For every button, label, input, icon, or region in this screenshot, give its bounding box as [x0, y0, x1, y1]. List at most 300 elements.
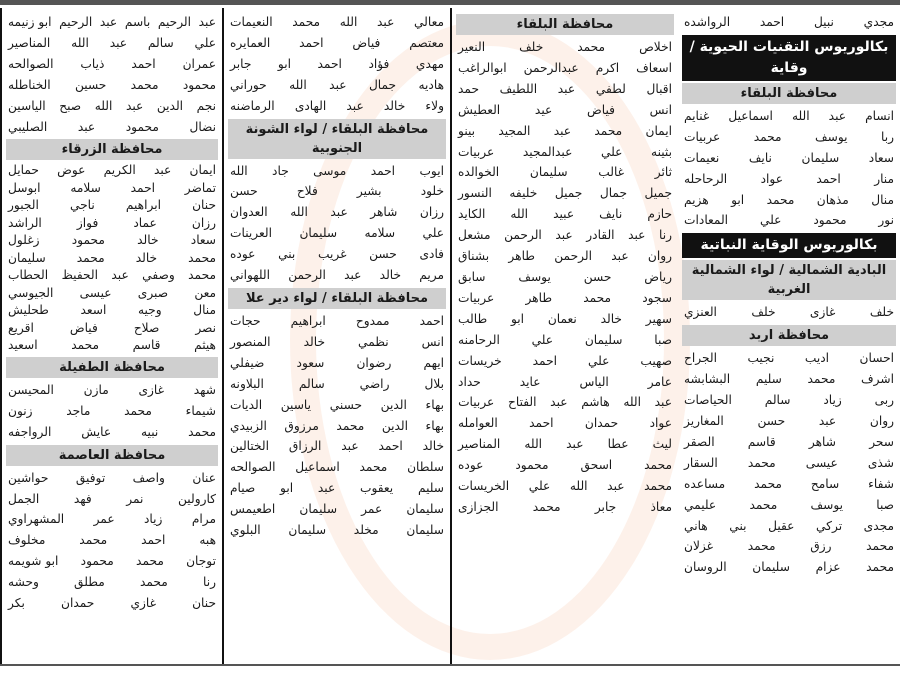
name-part: بشير: [356, 184, 382, 199]
name-part: عوده: [230, 247, 256, 262]
section-header-governorate: محافظة البلقاء: [682, 83, 896, 104]
section-header-governorate: محافظة البلقاء: [456, 14, 674, 35]
name-list: [6, 12, 218, 137]
name-part: بشناق: [458, 249, 490, 264]
name-part: عبد: [654, 395, 672, 410]
name-part: جمال: [368, 77, 397, 92]
name-part: غزلان: [684, 539, 714, 554]
name-part: ابو: [280, 481, 294, 496]
name-list: [682, 302, 896, 323]
name-part: محمد: [644, 458, 672, 473]
name-part: الرحيم: [59, 15, 93, 29]
name-part: المشهراوي: [8, 512, 65, 527]
name-part: واصف: [132, 470, 165, 485]
name-part: احمد: [317, 56, 342, 71]
name-part: محمد: [753, 129, 782, 144]
name-list: [6, 380, 218, 443]
name-part: عبد: [77, 119, 96, 134]
name-part: مساعده: [684, 476, 726, 491]
name-part: غالب: [598, 165, 625, 180]
list-item: [6, 302, 218, 320]
name-part: وصفي: [142, 268, 175, 283]
name-part: قاسم: [747, 434, 776, 449]
name-part: احمد: [816, 171, 841, 186]
name-part: محمد: [139, 575, 168, 590]
name-part: نبيل: [813, 15, 834, 29]
name-part: فياض: [352, 35, 381, 50]
list-item: [6, 162, 218, 180]
name-part: محمد: [188, 424, 216, 439]
name-part: البشابشه: [684, 372, 731, 387]
name-part: ابو: [277, 56, 291, 71]
name-part: زياد: [823, 393, 842, 408]
name-part: وجيه: [137, 303, 162, 318]
list-item: [682, 190, 896, 211]
name-part: محمد: [79, 533, 108, 548]
name-part: بثينه: [651, 144, 672, 159]
list-item: [682, 210, 896, 231]
name-part: ناجي: [69, 198, 95, 213]
name-part: احمد: [131, 56, 156, 71]
list-item: [682, 369, 896, 390]
name-part: نجم: [196, 98, 216, 113]
name-part: جابر: [230, 56, 252, 71]
name-list: [228, 12, 446, 117]
name-part: اسعد: [80, 303, 107, 318]
name-part: ايوب: [419, 163, 444, 178]
name-part: احمد: [419, 313, 444, 328]
name-part: سليمان: [752, 560, 790, 575]
list-item: [228, 33, 446, 54]
name-part: غازى: [809, 305, 836, 320]
name-part: باسم: [124, 15, 151, 29]
name-part: احمد: [532, 353, 558, 368]
name-part: عيسى: [805, 455, 838, 470]
name-part: محمود: [515, 458, 549, 473]
name-list: [682, 106, 896, 231]
list-item: [456, 142, 674, 163]
name-part: المعادات: [684, 213, 729, 228]
name-part: بني: [278, 247, 296, 262]
name-part: نظمي: [358, 334, 389, 349]
name-part: سليم: [417, 481, 444, 496]
name-part: عليمي: [684, 497, 717, 512]
name-part: علي: [194, 35, 216, 50]
name-part: المناصير: [458, 437, 501, 452]
name-part: الله: [71, 35, 89, 50]
list-item: [456, 121, 674, 142]
name-part: محمد: [866, 539, 894, 554]
list-item: [682, 12, 896, 33]
name-part: صهيب: [640, 353, 672, 368]
name-part: حمدان: [61, 596, 95, 611]
column-1: [678, 8, 900, 664]
name-part: محمد: [76, 250, 105, 265]
name-part: الرواجفه: [8, 424, 52, 439]
list-item: [228, 244, 446, 265]
name-part: ربى: [874, 393, 894, 408]
list-item: [6, 422, 218, 443]
name-part: سابق: [458, 269, 486, 284]
name-part: عبد: [341, 439, 359, 454]
name-part: مريم: [419, 268, 444, 283]
name-part: الفتاح: [507, 395, 537, 410]
name-part: سليم: [755, 372, 782, 387]
name-part: عمر: [361, 502, 383, 517]
name-part: طاهر: [525, 290, 553, 305]
name-part: حداد: [458, 374, 481, 389]
name-part: يوسف: [518, 269, 551, 284]
name-part: شهد: [193, 382, 216, 397]
name-part: ايهم: [423, 355, 444, 370]
list-item: [6, 180, 218, 198]
name-part: غنايم: [684, 108, 710, 123]
name-part: عبد: [818, 413, 837, 428]
name-part: الله: [339, 15, 358, 29]
name-part: عربيات: [684, 129, 721, 144]
list-item: [228, 54, 446, 75]
name-part: عبد: [553, 123, 572, 138]
name-part: نعيمات: [684, 150, 720, 165]
name-part: ايمان: [189, 163, 216, 178]
name-part: علي: [587, 353, 610, 368]
name-list: [6, 162, 218, 355]
list-item: [456, 330, 674, 351]
name-part: عبد: [317, 481, 336, 496]
name-part: نصر: [195, 320, 216, 335]
name-part: نايف: [599, 207, 623, 222]
name-part: الرحيم: [157, 15, 192, 29]
name-part: عبد: [153, 163, 172, 178]
name-part: محمد: [71, 338, 100, 353]
column-3: [222, 8, 450, 664]
list-item: [228, 223, 446, 244]
name-part: فياض: [587, 102, 615, 117]
list-item: [228, 416, 446, 437]
name-part: محمد: [583, 290, 612, 305]
name-part: محمد: [577, 40, 606, 54]
name-part: توجان: [186, 554, 216, 569]
name-part: الرواشده: [684, 15, 731, 29]
name-part: عبد: [607, 479, 625, 494]
name-part: خالد: [383, 98, 406, 113]
name-part: المناصير: [8, 35, 51, 50]
name-part: نبيه: [141, 424, 159, 439]
name-part: رنا: [659, 228, 672, 243]
list-item: [456, 288, 674, 309]
name-part: سلطان: [407, 460, 444, 475]
name-part: الهادى: [294, 98, 327, 113]
name-part: عامر: [647, 374, 672, 389]
list-item: [456, 58, 674, 79]
name-part: سلامه: [70, 180, 101, 195]
list-item: [456, 351, 674, 372]
name-part: روان: [647, 249, 672, 264]
name-part: عبد: [111, 268, 129, 283]
name-part: اسماعيل: [295, 460, 340, 475]
name-part: سالم: [147, 35, 174, 50]
name-part: عواد: [760, 171, 783, 186]
list-item: [6, 267, 218, 285]
name-part: عنان: [192, 470, 216, 485]
name-part: محمد: [532, 499, 561, 514]
list-item: [456, 497, 674, 518]
list-item: [6, 337, 218, 355]
name-part: العوامله: [458, 416, 498, 431]
name-part: محمد: [754, 476, 782, 491]
name-part: الله: [290, 205, 308, 220]
name-part: المجيد: [498, 123, 531, 138]
name-part: خالد: [137, 233, 159, 248]
name-part: حازم: [647, 207, 672, 222]
name-part: محمود: [71, 233, 105, 248]
name-part: الله: [94, 98, 113, 113]
name-part: منار: [874, 171, 894, 186]
name-part: سعود: [296, 355, 325, 370]
name-part: ولاء: [425, 98, 444, 113]
name-part: اطعيمس: [230, 502, 276, 517]
name-part: خلود: [420, 184, 444, 199]
column-2: [450, 8, 678, 664]
name-part: غازي: [130, 596, 156, 611]
name-part: خالد: [303, 334, 325, 349]
name-part: الله: [289, 77, 307, 92]
name-part: اشرف: [861, 372, 894, 387]
name-part: خلف: [751, 305, 776, 320]
name-part: منال: [193, 303, 216, 318]
name-part: الدين: [381, 418, 408, 433]
list-item: [6, 285, 218, 303]
name-part: تماضر: [184, 180, 216, 195]
name-part: فهد: [73, 491, 92, 506]
name-part: الصليبي: [8, 119, 48, 134]
name-part: زغلول: [8, 233, 40, 248]
name-part: الختالين: [230, 439, 270, 454]
list-item: [6, 320, 218, 338]
list-item: [228, 478, 446, 499]
list-item: [682, 536, 896, 557]
name-part: عطا: [607, 437, 629, 452]
name-part: محمد: [747, 539, 776, 554]
name-part: عبد: [125, 98, 144, 113]
name-part: حسن: [757, 413, 786, 428]
name-part: سعاد: [868, 150, 894, 165]
top-rule: [0, 0, 900, 5]
name-part: عبدالمجيد: [522, 144, 573, 159]
name-part: غازى: [138, 382, 164, 397]
name-part: مشعل: [458, 228, 491, 243]
name-part: علي: [600, 144, 623, 159]
name-part: ابو: [510, 311, 525, 326]
name-part: توفيق: [75, 470, 106, 485]
name-part: العنزي: [684, 305, 717, 320]
name-part: الرحمن: [504, 228, 542, 243]
name-part: ابوسل: [8, 180, 41, 195]
name-part: ابو: [731, 192, 745, 207]
name-part: محمد: [807, 372, 836, 387]
list-item: [228, 181, 446, 202]
name-part: حمد: [458, 81, 479, 96]
name-part: بهاء: [425, 397, 444, 412]
name-part: عبد: [611, 249, 629, 264]
name-part: الراشد: [8, 215, 42, 230]
name-part: اديب: [804, 351, 830, 366]
name-part: تركي: [816, 518, 843, 533]
name-part: شيماء: [185, 403, 216, 418]
name-part: مطلق: [74, 575, 105, 590]
list-item: [456, 476, 674, 497]
name-part: علي: [531, 332, 554, 347]
list-item: [456, 162, 674, 183]
name-part: عزام: [815, 560, 841, 575]
name-part: سعاد: [190, 233, 216, 248]
section-header-governorate: محافظة اربد: [682, 325, 896, 346]
name-part: شاهر: [370, 205, 398, 220]
name-part: الله: [569, 479, 588, 494]
name-part: عبد: [329, 77, 347, 92]
name-part: الزبيدي: [230, 418, 267, 433]
newspaper-page: [0, 8, 900, 664]
list-item: [228, 75, 446, 96]
name-part: عواد: [649, 416, 672, 431]
name-part: غريب: [317, 247, 347, 262]
list-item: [228, 457, 446, 478]
name-part: اقريع: [8, 320, 34, 335]
name-part: هاشم: [581, 395, 610, 410]
name-part: سليمان: [529, 165, 568, 180]
name-part: محمد: [292, 15, 321, 29]
name-part: يعقوب: [359, 481, 394, 496]
name-part: سليمان: [406, 523, 444, 538]
name-part: حوراني: [230, 77, 267, 92]
list-item: [682, 432, 896, 453]
name-list: [228, 311, 446, 541]
name-part: حجات: [230, 313, 261, 328]
name-part: المنصور: [230, 334, 271, 349]
name-part: حنان: [192, 596, 216, 611]
name-part: احمد: [370, 163, 396, 178]
list-item: [6, 401, 218, 422]
name-part: الياس: [579, 374, 609, 389]
name-part: الله: [230, 163, 248, 178]
name-part: سجود: [642, 290, 672, 305]
name-part: نعمان: [547, 311, 577, 326]
name-part: نايف: [748, 150, 772, 165]
name-part: محمد: [749, 497, 778, 512]
name-list: [682, 12, 896, 33]
name-part: عربيات: [458, 144, 495, 159]
list-item: [456, 455, 674, 476]
name-part: النسور: [458, 186, 492, 201]
name-part: رياض: [644, 269, 672, 284]
list-item: [682, 474, 896, 495]
name-part: البلوي: [230, 523, 261, 538]
bottom-rule: [0, 664, 900, 666]
name-part: حسن: [369, 247, 397, 262]
name-part: نور: [878, 213, 894, 228]
list-item: [6, 250, 218, 268]
name-part: حسن: [583, 269, 612, 284]
name-part: مذهان: [816, 192, 849, 207]
name-part: خالد: [379, 268, 402, 283]
list-item: [6, 96, 218, 117]
list-item: [682, 348, 896, 369]
name-part: احمد: [378, 439, 403, 454]
list-item: [456, 37, 674, 58]
name-part: سليمان: [584, 332, 623, 347]
name-part: زنون: [8, 403, 33, 418]
list-item: [228, 311, 446, 332]
name-part: ابراهيم: [125, 198, 161, 213]
name-part: عيسى: [79, 285, 112, 300]
list-item: [682, 390, 896, 411]
name-part: شذى: [867, 455, 894, 470]
name-part: اكرم: [595, 60, 620, 75]
name-part: عقيل: [768, 518, 795, 533]
section-header-governorate: محافظة الطفيلة: [6, 357, 218, 378]
name-part: الديات: [230, 397, 263, 412]
name-part: الدين: [380, 397, 407, 412]
name-part: حنان: [192, 198, 216, 213]
name-part: عبد: [550, 395, 568, 410]
section-header-governorate: البادية الشمالية / لواء الشمالية الغربية: [682, 260, 896, 300]
name-part: النعير: [458, 40, 486, 54]
list-item: [456, 204, 674, 225]
name-part: صبا: [654, 332, 672, 347]
list-item: [228, 96, 446, 117]
name-part: خليفه: [509, 186, 538, 201]
list-item: [228, 499, 446, 520]
name-part: محمد: [747, 455, 776, 470]
name-part: موسى: [313, 163, 347, 178]
name-part: الحياصات: [684, 393, 732, 408]
name-part: عبد: [109, 35, 128, 50]
name-part: محمود: [80, 554, 114, 569]
list-item: [682, 302, 896, 323]
name-part: محمد: [594, 123, 623, 138]
list-item: [228, 265, 446, 286]
name-part: اسماعيل: [728, 108, 773, 123]
name-part: العرينات: [230, 226, 272, 241]
name-part: سحر: [869, 434, 894, 449]
list-item: [228, 395, 446, 416]
name-part: الله: [524, 437, 543, 452]
name-part: مرزوق: [284, 418, 319, 433]
name-part: عبد: [330, 205, 348, 220]
name-part: اسعيد: [8, 338, 38, 353]
name-part: صبح: [59, 98, 82, 113]
name-part: رزق: [810, 539, 832, 554]
name-part: الخريسات: [458, 479, 510, 494]
name-part: العدوان: [230, 205, 268, 220]
list-item: [228, 353, 446, 374]
list-item: [228, 374, 446, 395]
name-part: حمايل: [8, 163, 39, 178]
name-list: [456, 37, 674, 518]
name-part: سهير: [645, 311, 672, 326]
name-part: احمد: [529, 416, 554, 431]
name-part: خلف: [869, 305, 894, 320]
name-part: الصوالحه: [230, 460, 276, 475]
name-part: اسعاف: [636, 60, 672, 75]
name-list: [228, 161, 446, 286]
name-part: الرزاق: [288, 439, 322, 454]
name-part: الرحاحله: [684, 171, 728, 186]
name-part: سامح: [810, 476, 840, 491]
list-item: [6, 551, 218, 572]
name-part: لطفي: [595, 81, 626, 96]
name-part: محمد: [359, 460, 388, 475]
